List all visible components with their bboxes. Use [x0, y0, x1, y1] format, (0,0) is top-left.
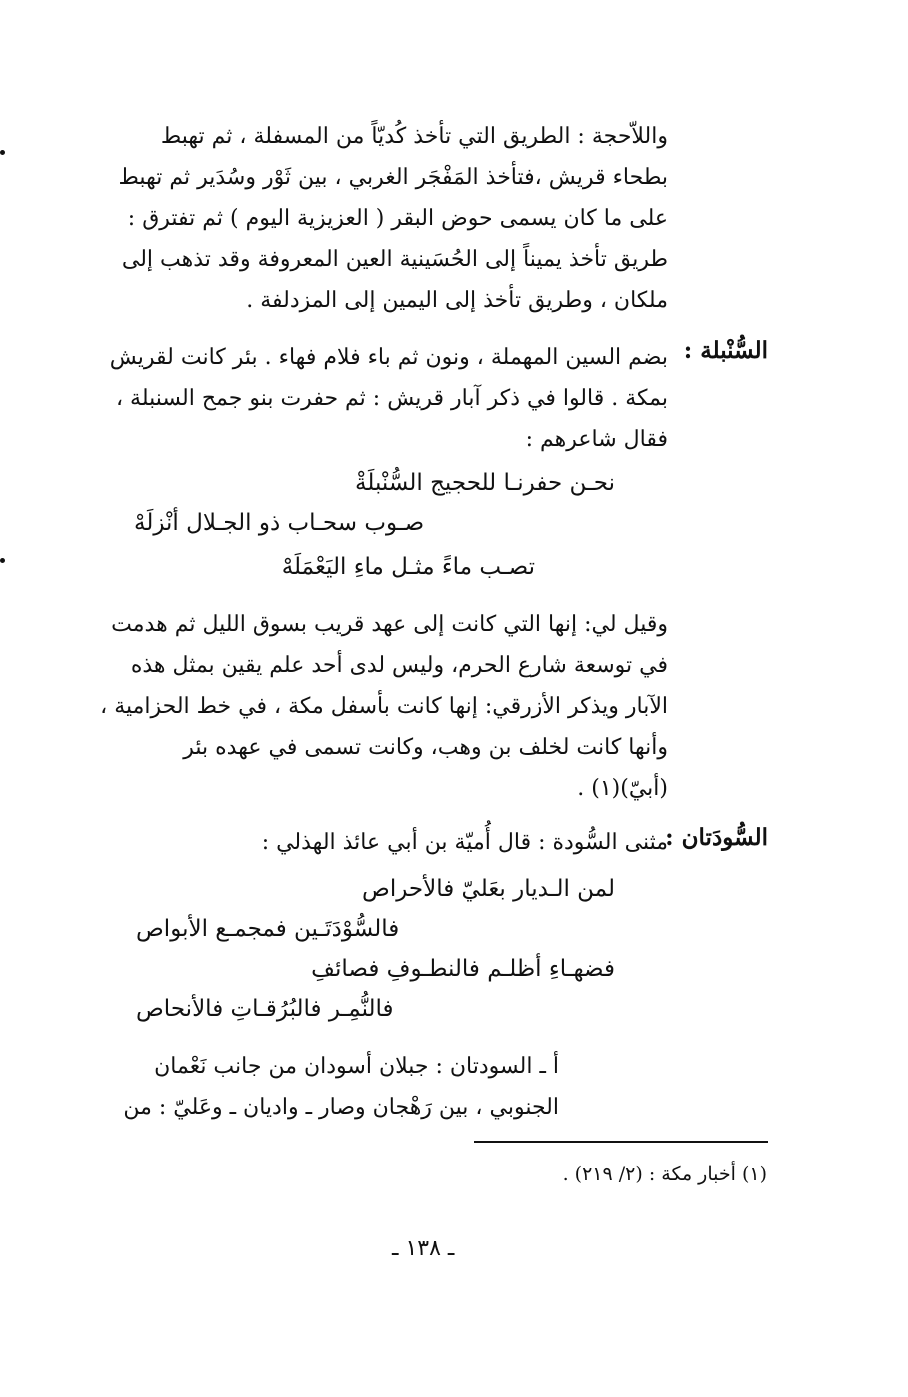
entry-definition-sunbula: [103, 337, 668, 460]
footnote: (١) أخبار مكة : (٢/ ٢١٩) .: [562, 1163, 767, 1185]
verse-line: لمن الـديار بعَليّ فالأحراص: [362, 876, 615, 902]
text-line: وقيل لي: إنها التي كانت إلى عهد قريب بسوق الليل ثم هدمت: [111, 612, 668, 637]
text-line: مثنى السُّودة : قال أُميّة بن أبي عائذ الهذلي :: [261, 830, 668, 855]
paragraph-sudatan-sub: [103, 1046, 559, 1128]
text-line: واللاّحجة : الطريق التي تأخذ كُديّاً من المسفلة ، ثم تهبط: [160, 124, 668, 149]
verse-line: فالنُّمِـر فالبُرُقـاتِ فالأنحاص: [136, 996, 394, 1022]
text-line: الآبار ويذكر الأزرقي: إنها كانت بأسفل مكة ، في خط الحزامية ،: [100, 694, 668, 719]
verse-line: نحـن حفرنـا للحجيج السُّنْبلَةْ: [355, 470, 615, 496]
text-line: بطحاء قريش ،فتأخذ المَفْجَر الغربي ، بين ثَوْر وسُدَير ثم تهبط: [118, 165, 668, 190]
entry-term-sudatan: السُّودَتان :: [665, 824, 768, 851]
entry-definition-sudatan: [262, 822, 668, 863]
text-line: أ ـ السودتان : جبلان أسودان من جانب نَعْمان: [154, 1054, 559, 1079]
paragraph-allahija: [103, 116, 668, 321]
paragraph-sunbula-notes: [100, 604, 668, 809]
footnote-separator: [474, 1141, 768, 1143]
scan-mark: [0, 558, 5, 563]
text-line: طريق تأخذ يميناً إلى الحُسَينية العين المعروفة وقد تذهب إلى: [121, 247, 668, 272]
text-line: ملكان ، وطريق تأخذ إلى اليمين إلى المزدلفة .: [246, 288, 668, 313]
verse-line: تصـب ماءً مثـل ماءِ اليَعْمَلَهْ: [281, 554, 535, 580]
verse-line: فالسُّوْدَتَـين فمجمـع الأبواص: [136, 916, 400, 942]
scan-mark: [0, 150, 5, 155]
entry-term-sunbula: السُّنْبلة :: [683, 337, 768, 364]
verse-line: فضهـاءِ أظلـم فالنطـوفِ فصائفِ: [311, 956, 615, 982]
text-line: بضم السين المهملة ، ونون ثم باء فلام فهاء . بئر كانت لقريش: [109, 345, 668, 370]
page-number: ـ ١٣٨ ـ: [392, 1236, 455, 1261]
text-line: وأنها كانت لخلف بن وهب، وكانت تسمى في عهده بئر: [183, 735, 668, 760]
text-line: في توسعة شارع الحرم، وليس لدى أحد علم يقين بمثل هذه: [130, 653, 668, 678]
text-line: الجنوبي ، بين رَهْجان وصار ـ واديان ـ وعَليّ : من: [123, 1095, 559, 1120]
text-line: (أبيّ)(١) .: [577, 776, 668, 801]
text-line: على ما كان يسمى حوض البقر ( العزيزية اليوم ) ثم تفترق :: [127, 206, 668, 231]
text-line: بمكة . قالوا في ذكر آبار قريش : ثم حفرت بنو جمح السنبلة ،: [115, 386, 668, 411]
text-line: فقال شاعرهم :: [525, 427, 668, 452]
verse-line: صـوب سحـاب ذو الجـلال أنْزلَهْ: [134, 510, 425, 536]
